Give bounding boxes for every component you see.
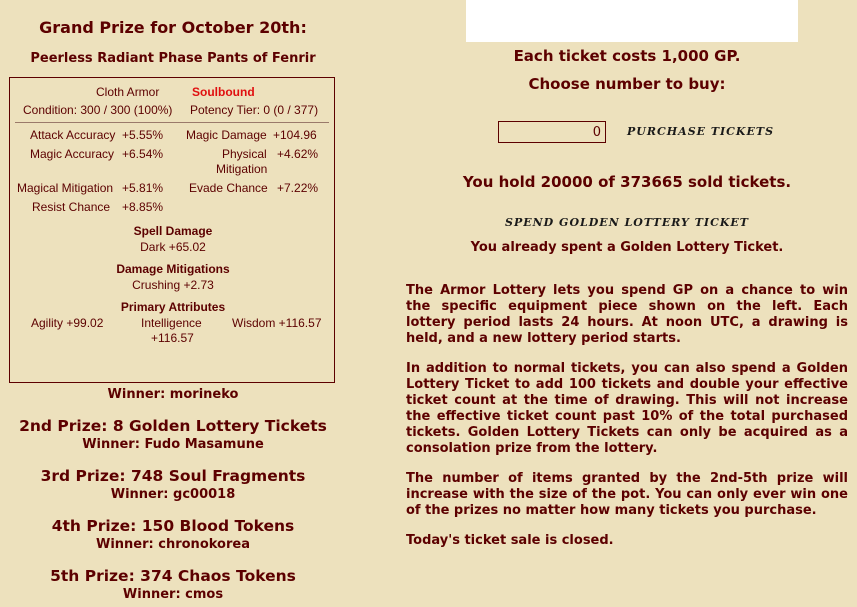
stats-divider [15,122,329,123]
golden-ticket-spent-text: You already spent a Golden Lottery Ticket. [470,240,784,255]
prize-2-winner: Winner: Fudo Masamune [82,437,264,452]
ticket-cost: Each ticket costs 1,000 GP. [513,47,741,65]
ticket-quantity-input[interactable] [498,121,606,143]
damage-mitigations-title: Damage Mitigations [116,262,230,276]
lottery-description-1: The Armor Lottery lets you spend GP on a chance to win the specific equipment piece shown on the left. Each lottery period lasts 24 hours. At noon UTC, a drawing is held, and a new lottery period starts. [406,283,848,346]
attack-accuracy-value: +5.55% [122,128,164,142]
magical-mitigation-label: Magical Mitigation [17,181,114,195]
resist-chance-value: +8.85% [122,200,164,214]
physical-mitigation-label-2: Mitigation [216,162,268,176]
primary-attributes-title: Primary Attributes [120,300,226,314]
spend-golden-ticket-button[interactable]: SPEND GOLDEN LOTTERY TICKET [505,216,749,229]
physical-mitigation-value: +4.62% [277,147,319,161]
wisdom-stat: Wisdom +116.57 [232,316,322,330]
resist-chance-label: Resist Chance [32,200,111,214]
prize-5-title: 5th Prize: 374 Chaos Tokens [50,567,296,585]
soulbound-badge: Soulbound [192,85,255,99]
magic-damage-label: Magic Damage [186,128,267,142]
magic-accuracy-label: Magic Accuracy [30,147,115,161]
grand-prize-winner: Winner: morineko [107,387,239,402]
item-potency: Potency Tier: 0 (0 / 377) [190,103,319,117]
sale-closed-notice: Today's ticket sale is closed. [406,533,614,548]
item-preview-box [466,0,798,42]
magical-mitigation-value: +5.81% [122,181,164,195]
spell-damage-value: Dark +65.02 [140,240,206,254]
grand-prize-title: Grand Prize for October 20th: [39,18,307,37]
intelligence-value: +116.57 [151,331,194,345]
purchase-tickets-button[interactable]: PURCHASE TICKETS [627,125,775,138]
prize-3-winner: Winner: gc00018 [110,487,236,502]
held-tickets-text: You hold 20000 of 373665 sold tickets. [462,173,792,191]
prize-4-winner: Winner: chronokorea [96,537,250,552]
attack-accuracy-label: Attack Accuracy [30,128,116,142]
lottery-description-2: In addition to normal tickets, you can also spend a Golden Lottery Ticket to add 100 tickets and double your effective ticket count at the time of drawing. This will not increase the effective ticket count past 10% of the total purchased tickets. Golden Lottery Tickets can only be acquired as a consolation prize from the lottery. [406,361,848,456]
lottery-description-3: The number of items granted by the 2nd-5th prize will increase with the size of the pot. You can only ever win one of the prizes no matter how many tickets you purchase. [406,471,848,518]
prize-4-title: 4th Prize: 150 Blood Tokens [51,517,295,535]
item-name: Peerless Radiant Phase Pants of Fenrir [30,51,316,66]
item-type: Cloth Armor [96,85,160,99]
agility-stat: Agility +99.02 [31,316,104,330]
item-condition: Condition: 300 / 300 (100%) [23,103,173,117]
intelligence-label: Intelligence [141,316,202,330]
spell-damage-title: Spell Damage [133,224,213,238]
prize-5-winner: Winner: cmos [122,587,224,602]
prize-3-title: 3rd Prize: 748 Soul Fragments [40,467,306,485]
choose-number-label: Choose number to buy: [528,75,726,93]
evade-chance-label: Evade Chance [189,181,268,195]
damage-mitigations-value: Crushing +2.73 [132,278,214,292]
prize-2-title: 2nd Prize: 8 Golden Lottery Tickets [19,417,327,435]
magic-damage-value: +104.96 [273,128,317,142]
physical-mitigation-label-1: Physical [222,147,267,161]
evade-chance-value: +7.22% [277,181,319,195]
magic-accuracy-value: +6.54% [122,147,164,161]
item-stats-box [9,77,335,383]
